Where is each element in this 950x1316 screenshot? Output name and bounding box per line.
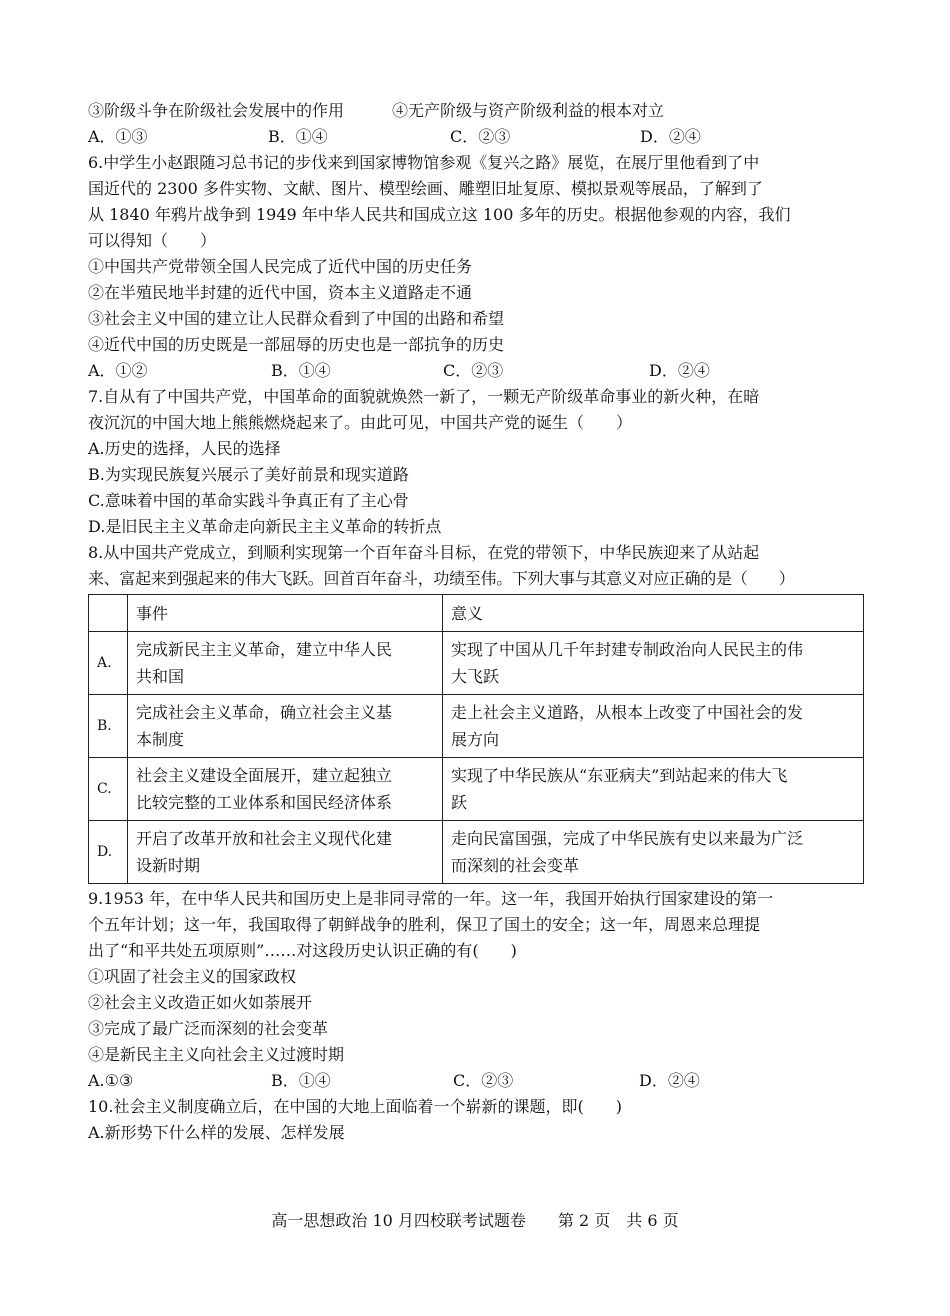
cell-text: 社会主义建设全面展开，建立起独立 bbox=[136, 766, 393, 785]
event-cell bbox=[128, 821, 443, 884]
cell-text: 跃 bbox=[451, 793, 468, 812]
options-q5 bbox=[88, 124, 864, 150]
event-cell bbox=[128, 695, 443, 758]
option-c: C．②③ bbox=[443, 361, 504, 380]
cell-text: 实现了中华民族从“东亚病夫”到站起来的伟大飞 bbox=[451, 766, 788, 785]
statement-4: ④近代中国的历史既是一部屈辱的历史也是一部抗争的历史 bbox=[88, 335, 505, 354]
table-row bbox=[89, 632, 864, 695]
option-b: B．①④ bbox=[271, 361, 331, 380]
question-line: 来、富起来到强起来的伟大飞跃。回首百年奋斗，功绩至伟。下列大事与其意义对应正确的是（ ） bbox=[88, 569, 795, 588]
question-line: 10.社会主义制度确立后，在中国的大地上面临着一个崭新的课题，即( ) bbox=[88, 1097, 622, 1116]
cell-text: 大飞跃 bbox=[451, 667, 500, 686]
statement-1: ①中国共产党带领全国人民完成了近代中国的历史任务 bbox=[88, 257, 473, 276]
cell-text: 实现了中国从几千年封建专制政治向人民民主的伟 bbox=[451, 640, 804, 659]
option-d: D．②④ bbox=[640, 127, 701, 146]
option-a: A．①③ bbox=[88, 127, 148, 146]
cell-text: 走向民富国强，完成了中华民族有史以来最为广泛 bbox=[451, 829, 804, 848]
meaning-cell bbox=[443, 758, 864, 821]
statement-2: ②社会主义改造正如火如荼展开 bbox=[88, 993, 313, 1012]
question-line: 9.1953 年，在中华人民共和国历史上是非同寻常的一年。这一年，我国开始执行国家建设的第一 bbox=[88, 889, 774, 908]
cell-text: 展方向 bbox=[451, 730, 500, 749]
event-cell bbox=[128, 632, 443, 695]
question-6 bbox=[88, 150, 864, 358]
row-label: A. bbox=[89, 632, 128, 695]
cell-text: 而深刻的社会变革 bbox=[451, 856, 580, 875]
option-c: C．②③ bbox=[453, 1071, 514, 1090]
table-row bbox=[89, 695, 864, 758]
question-line: 个五年计划；这一年，我国取得了朝鲜战争的胜利，保卫了国土的安全；这一年，周恩来总理提 bbox=[88, 915, 761, 934]
question-line: 国近代的 2300 多件实物、文献、图片、模型绘画、雕塑旧址复原、模拟景观等展品，了解到了 bbox=[88, 179, 763, 198]
cell-text: 走上社会主义道路，从根本上改变了中国社会的发 bbox=[451, 703, 804, 722]
choice-a: A.历史的选择，人民的选择 bbox=[88, 439, 281, 458]
choice-a: A.新形势下什么样的发展、怎样发展 bbox=[88, 1123, 345, 1142]
header-event: 事件 bbox=[128, 595, 443, 632]
header-cell bbox=[89, 595, 128, 632]
question-10 bbox=[88, 1094, 864, 1146]
option-b: B．①④ bbox=[271, 1071, 331, 1090]
question-line: 从 1840 年鸦片战争到 1949 年中华人民共和国成立这 100 多年的历史。根据他参观的内容，我们 bbox=[88, 205, 791, 224]
statement-1: ①巩固了社会主义的国家政权 bbox=[88, 967, 297, 986]
question-9 bbox=[88, 886, 864, 1068]
question-line: 出了“和平共处五项原则”……对这段历史认识正确的有( ) bbox=[88, 941, 517, 960]
cell-text: 比较完整的工业体系和国民经济体系 bbox=[136, 793, 393, 812]
option-c: C．②③ bbox=[450, 127, 511, 146]
cell-text: 共和国 bbox=[136, 667, 185, 686]
options-q9 bbox=[88, 1068, 864, 1094]
page-footer: 高一思想政治 10 月四校联考试题卷 第 2 页 共 6 页 bbox=[271, 1211, 679, 1230]
question-8 bbox=[88, 540, 864, 592]
option-b: B．①④ bbox=[268, 127, 328, 146]
row-label: B. bbox=[89, 695, 128, 758]
option-a: A.①③ bbox=[88, 1071, 134, 1090]
choice-d: D.是旧民主主义革命走向新民主主义革命的转折点 bbox=[88, 517, 442, 536]
cell-text: 完成社会主义革命，确立社会主义基 bbox=[136, 703, 393, 722]
statement-2: ②在半殖民地半封建的近代中国，资本主义道路走不通 bbox=[88, 283, 473, 302]
meaning-cell bbox=[443, 695, 864, 758]
question-line: 可以得知（ ） bbox=[88, 231, 217, 250]
option-d: D．②④ bbox=[639, 1071, 700, 1090]
question-line: 7.自从有了中国共产党，中国革命的面貌就焕然一新了，一颗无产阶级革命事业的新火种，在暗 bbox=[88, 387, 760, 406]
meaning-cell bbox=[443, 821, 864, 884]
cell-text: 设新时期 bbox=[136, 856, 201, 875]
options-q6 bbox=[88, 358, 864, 384]
cell-text: 开启了改革开放和社会主义现代化建 bbox=[136, 829, 393, 848]
choice-c: C.意味着中国的革命实践斗争真正有了主心骨 bbox=[88, 491, 409, 510]
option-a: A．①② bbox=[88, 361, 148, 380]
option-d: D．②④ bbox=[649, 361, 710, 380]
table-row bbox=[89, 758, 864, 821]
events-table bbox=[88, 594, 864, 884]
question-line: 6.中学生小赵跟随习总书记的步伐来到国家博物馆参观《复兴之路》展览，在展厅里他看到了中 bbox=[88, 153, 760, 172]
statement-3: ③社会主义中国的建立让人民群众看到了中国的出路和希望 bbox=[88, 309, 505, 328]
question-line: ③阶级斗争在阶级社会发展中的作用 ④无产阶级与资产阶级利益的根本对立 bbox=[88, 101, 665, 120]
statement-3: ③完成了最广泛而深刻的社会变革 bbox=[88, 1019, 329, 1038]
cell-text: 完成新民主主义革命，建立中华人民 bbox=[136, 640, 393, 659]
table-row bbox=[89, 821, 864, 884]
cell-text: 本制度 bbox=[136, 730, 185, 749]
header-meaning: 意义 bbox=[443, 595, 864, 632]
question-line: 8.从中国共产党成立，到顺利实现第一个百年奋斗目标，在党的带领下，中华民族迎来了从站起 bbox=[88, 543, 760, 562]
meaning-cell bbox=[443, 632, 864, 695]
row-label: C. bbox=[89, 758, 128, 821]
row-label: D. bbox=[89, 821, 128, 884]
question-7 bbox=[88, 384, 864, 540]
page-content bbox=[88, 98, 864, 1146]
event-cell bbox=[128, 758, 443, 821]
statement-4: ④是新民主主义向社会主义过渡时期 bbox=[88, 1045, 345, 1064]
choice-b: B.为实现民族复兴展示了美好前景和现实道路 bbox=[88, 465, 409, 484]
table-header-row bbox=[89, 595, 864, 632]
question-line: 夜沉沉的中国大地上熊熊燃烧起来了。由此可见，中国共产党的诞生（ ） bbox=[88, 413, 633, 432]
